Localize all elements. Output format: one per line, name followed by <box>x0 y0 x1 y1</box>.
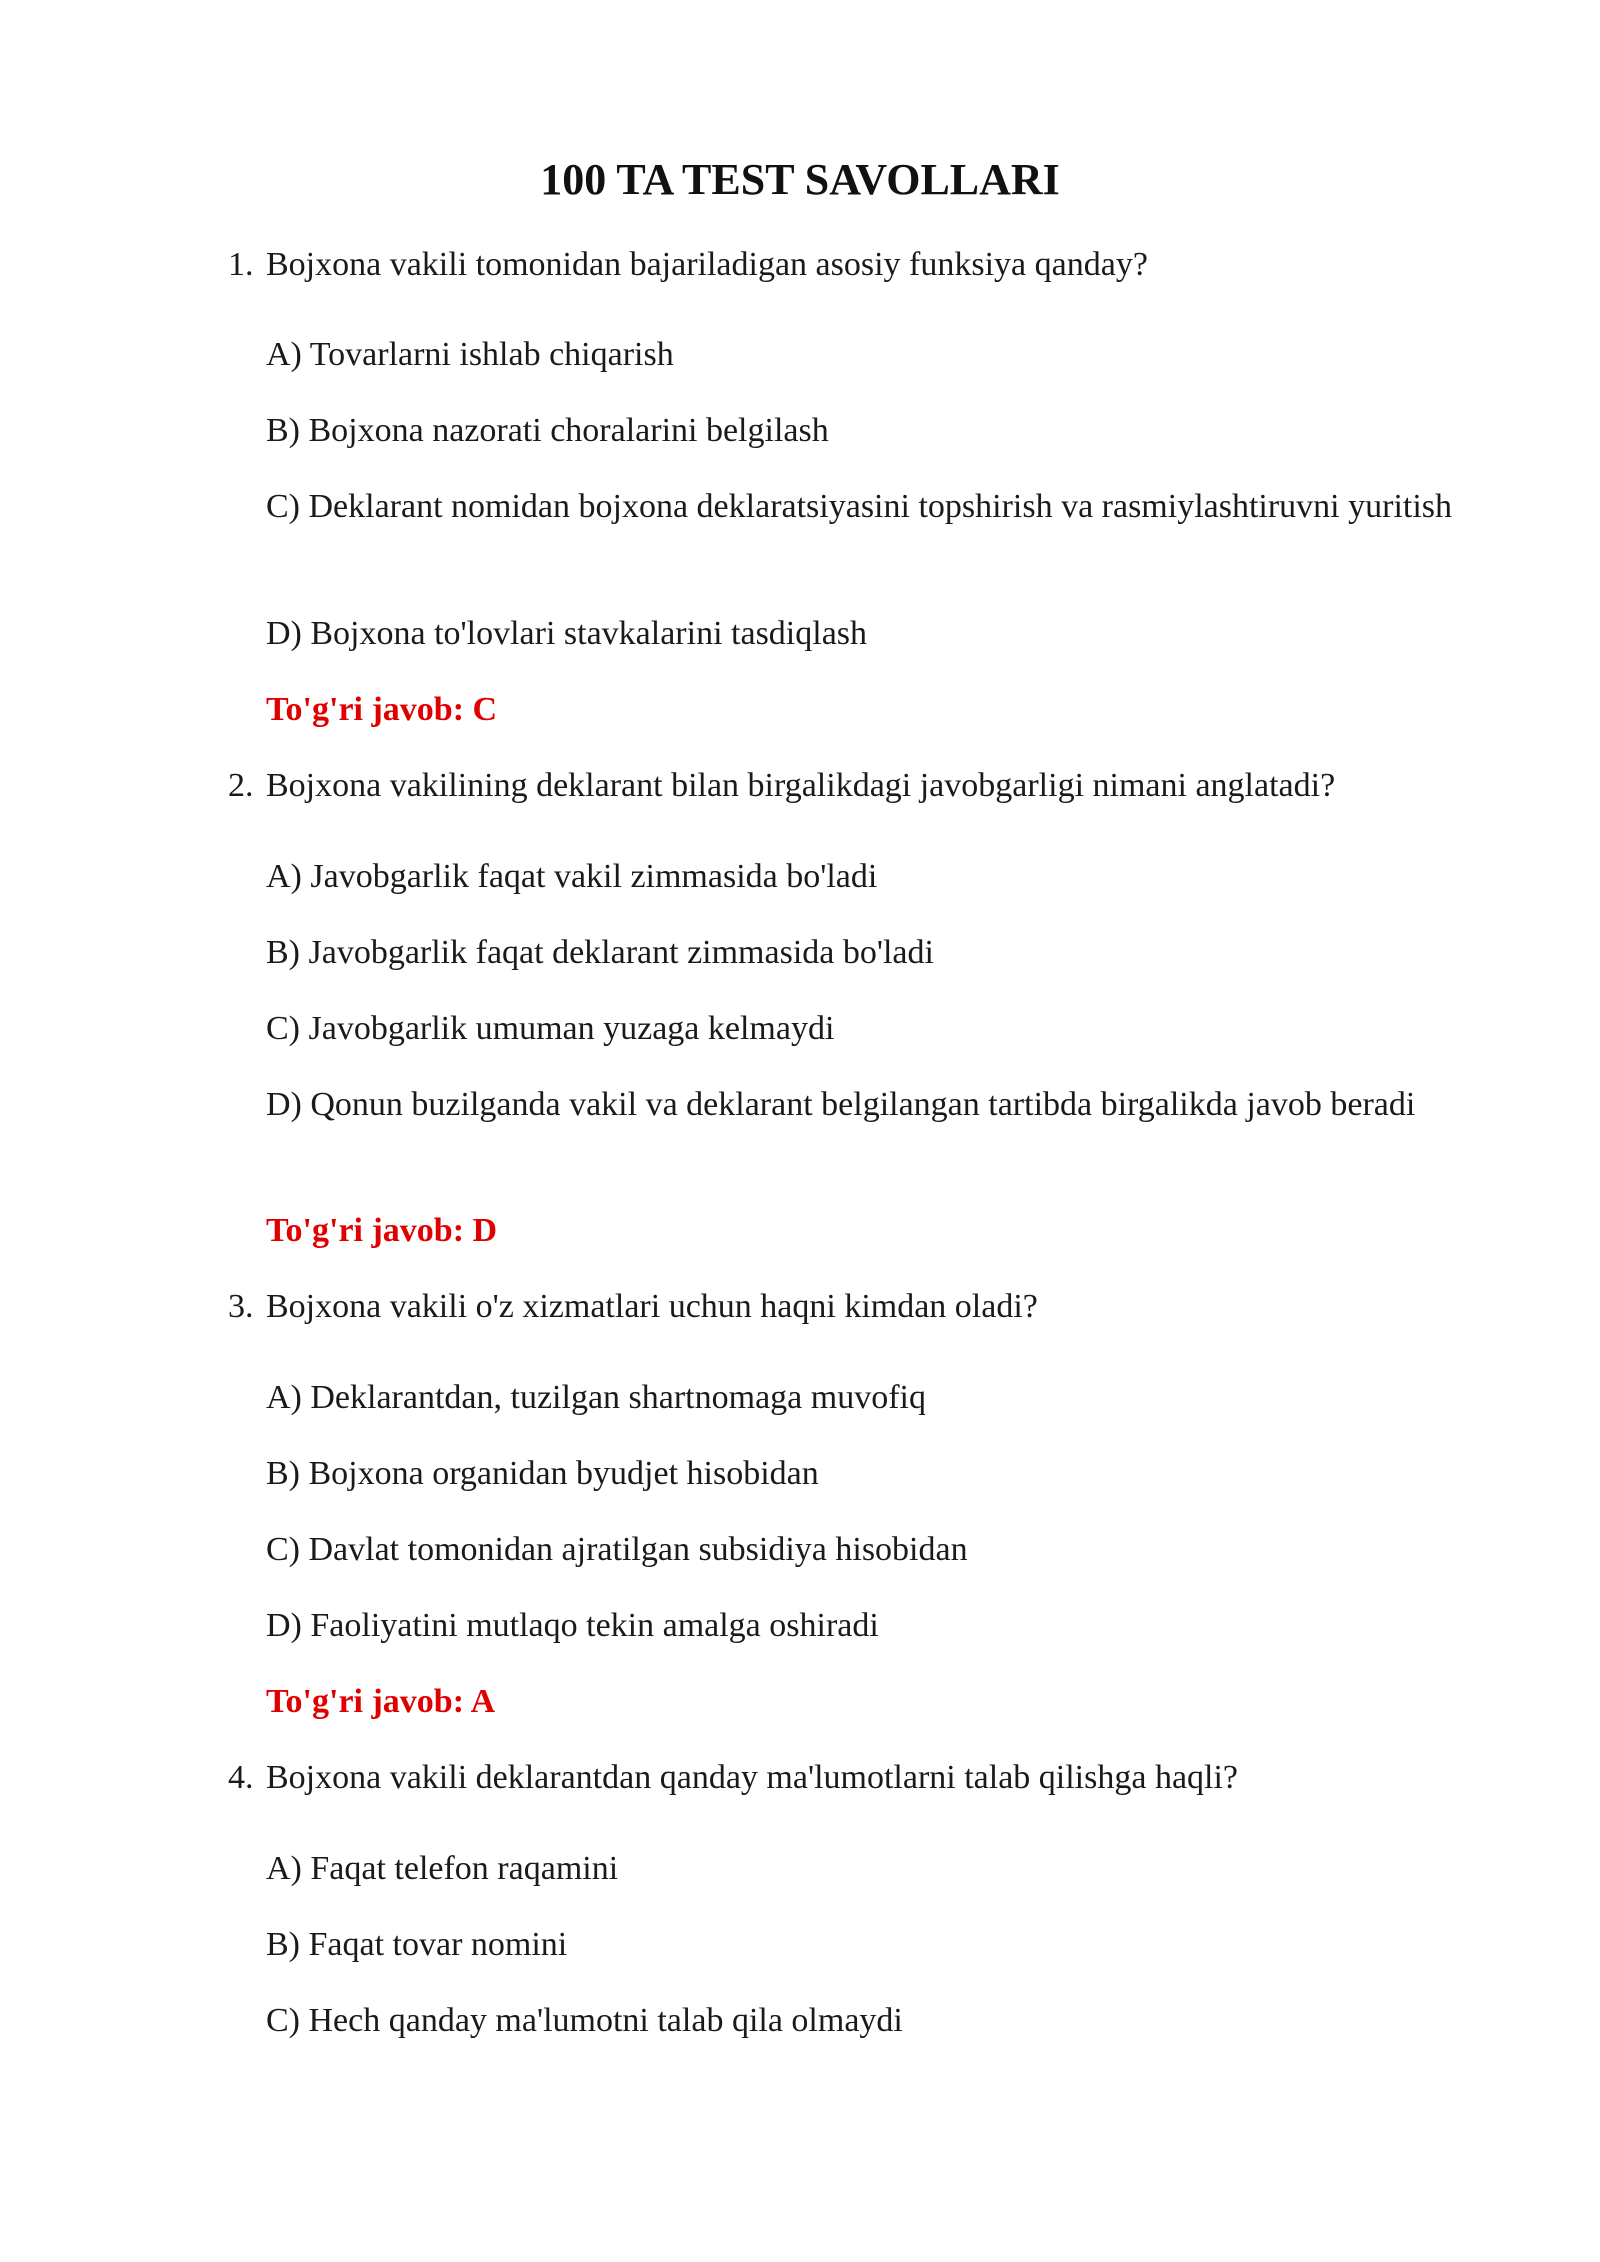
option-b: B) Bojxona nazorati choralarini belgilash <box>266 412 829 449</box>
question-number: 2. <box>228 767 254 804</box>
option-a: A) Javobgarlik faqat vakil zimmasida bo'ladi <box>266 858 878 895</box>
question-text: Bojxona vakili o'z xizmatlari uchun haqni kimdan oladi? <box>266 1288 1038 1325</box>
option-d: D) Bojxona to'lovlari stavkalarini tasdiqlash <box>266 615 868 652</box>
option-c: C) Javobgarlik umuman yuzaga kelmaydi <box>266 1010 835 1047</box>
question-4 <box>228 1753 1478 1803</box>
correct-answer: To'g'ri javob: C <box>266 691 498 728</box>
question-text: Bojxona vakili tomonidan bajariladigan asosiy funksiya qanday? <box>266 246 1148 283</box>
question-number: 3. <box>228 1288 254 1325</box>
option-a: A) Faqat telefon raqamini <box>266 1850 619 1887</box>
question-2 <box>228 761 1478 811</box>
option-d: D) Faoliyatini mutlaqo tekin amalga oshiradi <box>266 1607 879 1644</box>
option-b: B) Bojxona organidan byudjet hisobidan <box>266 1455 819 1492</box>
question-text: Bojxona vakilining deklarant bilan birgalikdagi javobgarligi nimani anglatadi? <box>266 767 1336 804</box>
question-text: Bojxona vakili deklarantdan qanday ma'lumotlarni talab qilishga haqli? <box>266 1759 1239 1796</box>
option-c: C) Deklarant nomidan bojxona deklaratsiyasini topshirish va rasmiylashtiruvni yuritish <box>266 488 1453 525</box>
question-number: 4. <box>228 1759 254 1796</box>
option-b: B) Faqat tovar nomini <box>266 1926 568 1963</box>
correct-answer: To'g'ri javob: D <box>266 1212 498 1249</box>
question-number: 1. <box>228 246 254 283</box>
option-c: C) Davlat tomonidan ajratilgan subsidiya hisobidan <box>266 1531 968 1568</box>
option-a: A) Deklarantdan, tuzilgan shartnomaga muvofiq <box>266 1379 926 1416</box>
question-1 <box>228 240 1478 290</box>
correct-answer: To'g'ri javob: A <box>266 1683 496 1720</box>
option-b: B) Javobgarlik faqat deklarant zimmasida bo'ladi <box>266 934 934 971</box>
option-d: D) Qonun buzilganda vakil va deklarant belgilangan tartibda birgalikda javob beradi <box>266 1086 1416 1123</box>
option-c: C) Hech qanday ma'lumotni talab qila olmaydi <box>266 2002 903 2039</box>
option-a: A) Tovarlarni ishlab chiqarish <box>266 336 674 373</box>
question-3 <box>228 1282 1478 1332</box>
page-title: 100 TA TEST SAVOLLARI <box>540 155 1060 204</box>
